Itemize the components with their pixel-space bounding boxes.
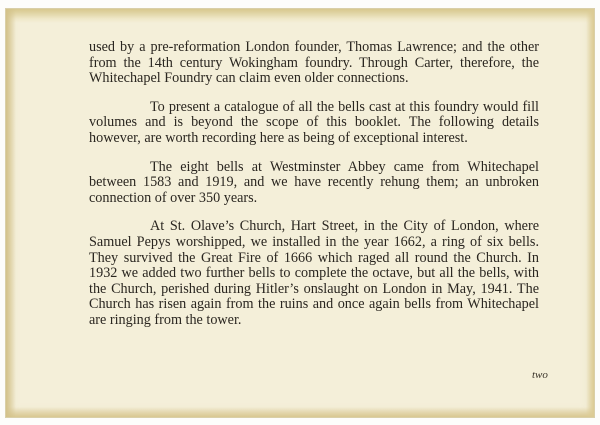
- page-edge-right: [586, 9, 594, 417]
- page-edge-left: [6, 9, 16, 417]
- page-edge-bottom: [6, 407, 594, 417]
- paragraph-westminster-abbey: The eight bells at Westminster Abbey came from Whitechapel between 1583 and 1919, and we have recently rehung them; an unbroken connection of over 350 years.: [89, 158, 539, 206]
- paragraph-continuation: used by a pre-reformation London founder, Thomas Lawrence; and the other from the 14th century Wokingham foundry. Through Carter, therefore, the Whitechapel Foundry can claim even older connections.: [89, 39, 539, 87]
- body-text: [89, 40, 539, 342]
- paragraph-catalogue: To present a catalogue of all the bells cast at this foundry would fill volumes and is beyond the scope of this booklet. The following details however, are worth recording here as being of exceptional interest.: [89, 98, 539, 146]
- page-edge-top: [6, 9, 594, 23]
- page-number: two: [532, 369, 548, 381]
- paragraph-st-olaves: At St. Olave’s Church, Hart Street, in the City of London, where Samuel Pepys worshipped, we installed in the year 1662, a ring of six bells. They survived the Great Fire of 1666 which raged all round the Church. In 1932 we added two further bells to complete the octave, but all the bells, with the Church, perished during Hitler’s onslaught on London in May, 1941. The Church has risen again from the ruins and once again bells from Whitechapel are ringing from the tower.: [89, 218, 539, 328]
